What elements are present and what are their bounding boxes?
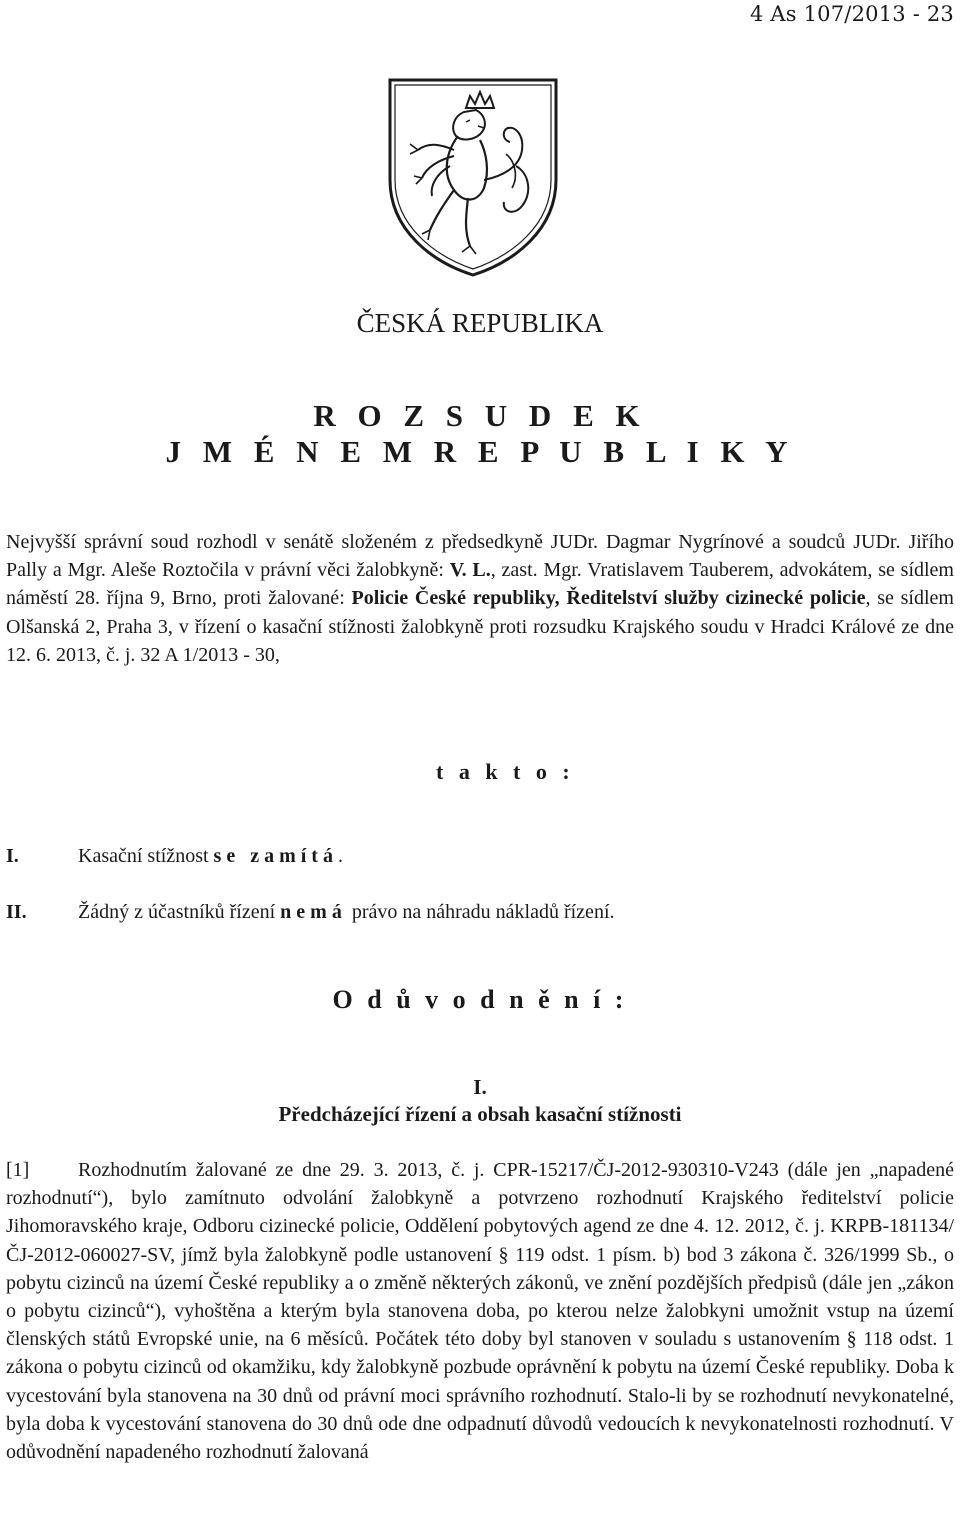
- takto-heading: t a k t o :: [436, 759, 575, 784]
- verdict-emphasis: se zamítá: [213, 845, 338, 867]
- paragraph-1: [6, 1156, 954, 1466]
- verdict-number: I.: [6, 845, 19, 867]
- republic-heading: ČESKÁ REPUBLIKA: [356, 308, 604, 338]
- verdict-text: [78, 901, 615, 924]
- section-number: I.: [473, 1075, 487, 1099]
- verdict-number: II.: [6, 901, 27, 923]
- verdict-text: [78, 845, 343, 868]
- paragraph-text: Rozhodnutím žalované ze dne 29. 3. 2013, č. j. CPR-15217/ČJ-2012-930310-V243 (dále jen „napadené rozhodnutí“), bylo zamítnuto odvolání žalobkyně a potvrzeno rozhodnutí Krajského ředitelství policie Jihomoravského kraje, Odboru cizinecké policie, Oddělení pobytových agend ze dne 4. 12. 2012, č. j. KRPB-181134/ČJ-2012-060027-SV, jímž byla žalobkyně podle ustanovení § 119 odst. 1 písm. b) bod 3 zákona č. 326/1999 Sb., o pobytu cizinců na území České republiky a o změně některých zákonů, ve znění pozdějších předpisů (dále jen „zákon o pobytu cizinců“), vyhoštěna a kterým byla stanovena doba, po kterou nelze žalobkyni umožnit vstup na území členských států Evropské unie, na 6 měsíců. Počátek této doby byl stanoven v souladu s ustanovením § 118 odst. 1 zákona o pobytu cizinců od okamžiku, kdy žalobkyně pozbude oprávnění k pobytu na území České republiky. Doba k vycestování byla stanovena na 30 dnů od právní moci správního rozhodnutí. Stalo-li by se rozhodnutí nevykonatelné, byla doba k vycestování stanovena do 30 dnů ode dne odpadnutí důvodů vedoucích k nevykonatelnosti rozhodnutí. V odůvodnění napadeného rozhodnutí žalovaná: [6, 1159, 954, 1464]
- section-title: Předcházející řízení a obsah kasační stížnosti: [278, 1102, 682, 1126]
- verdict-text-before: Kasační stížnost: [78, 845, 214, 867]
- coat-of-arms-icon: [384, 70, 562, 280]
- defendant-name: Policie České republiky, Ředitelství služby cizinecké policie: [351, 587, 866, 610]
- reasons-heading: O d ů v o d n ě n í :: [332, 985, 628, 1014]
- intro-text-1: Nejvyšší správní soud rozhodl v senátě složeném z předsedkyně JUDr. Dagmar Nygrínové a soudců JUDr. Jiřího Pally a Mgr. Aleše Roztočila v právní věci žalobkyně:: [6, 531, 954, 582]
- judgment-subtitle: J M É N E M R E P U B L I K Y: [165, 434, 795, 469]
- intro-paragraph: [6, 528, 954, 669]
- intro-text-3: , se sídlem Olšanská 2, Praha 3, v řízení o kasační stížnosti žalobkyně proti rozsudku Krajského soudu v Hradci Králové ze dne 12. 6. 2013, č. j. 32 A 1/2013 - 30,: [6, 587, 954, 666]
- verdict-emphasis: nemá: [280, 901, 347, 923]
- judgment-title: R O Z S U D E K: [313, 398, 647, 433]
- verdict-text-before: Žádný z účastníků řízení: [78, 901, 281, 923]
- case-number: 4 As 107/2013 - 23: [749, 2, 954, 26]
- paragraph-number: [1]: [6, 1159, 30, 1181]
- verdict-text-after: .: [337, 845, 343, 867]
- verdict-text-after: právo na náhradu nákladů řízení.: [346, 901, 615, 923]
- intro-text-2: , zast. Mgr. Vratislavem Tauberem, advokátem, se sídlem náměstí 28. října 9, Brno, proti žalované:: [6, 559, 954, 610]
- plaintiff-name: V. L.: [449, 559, 491, 582]
